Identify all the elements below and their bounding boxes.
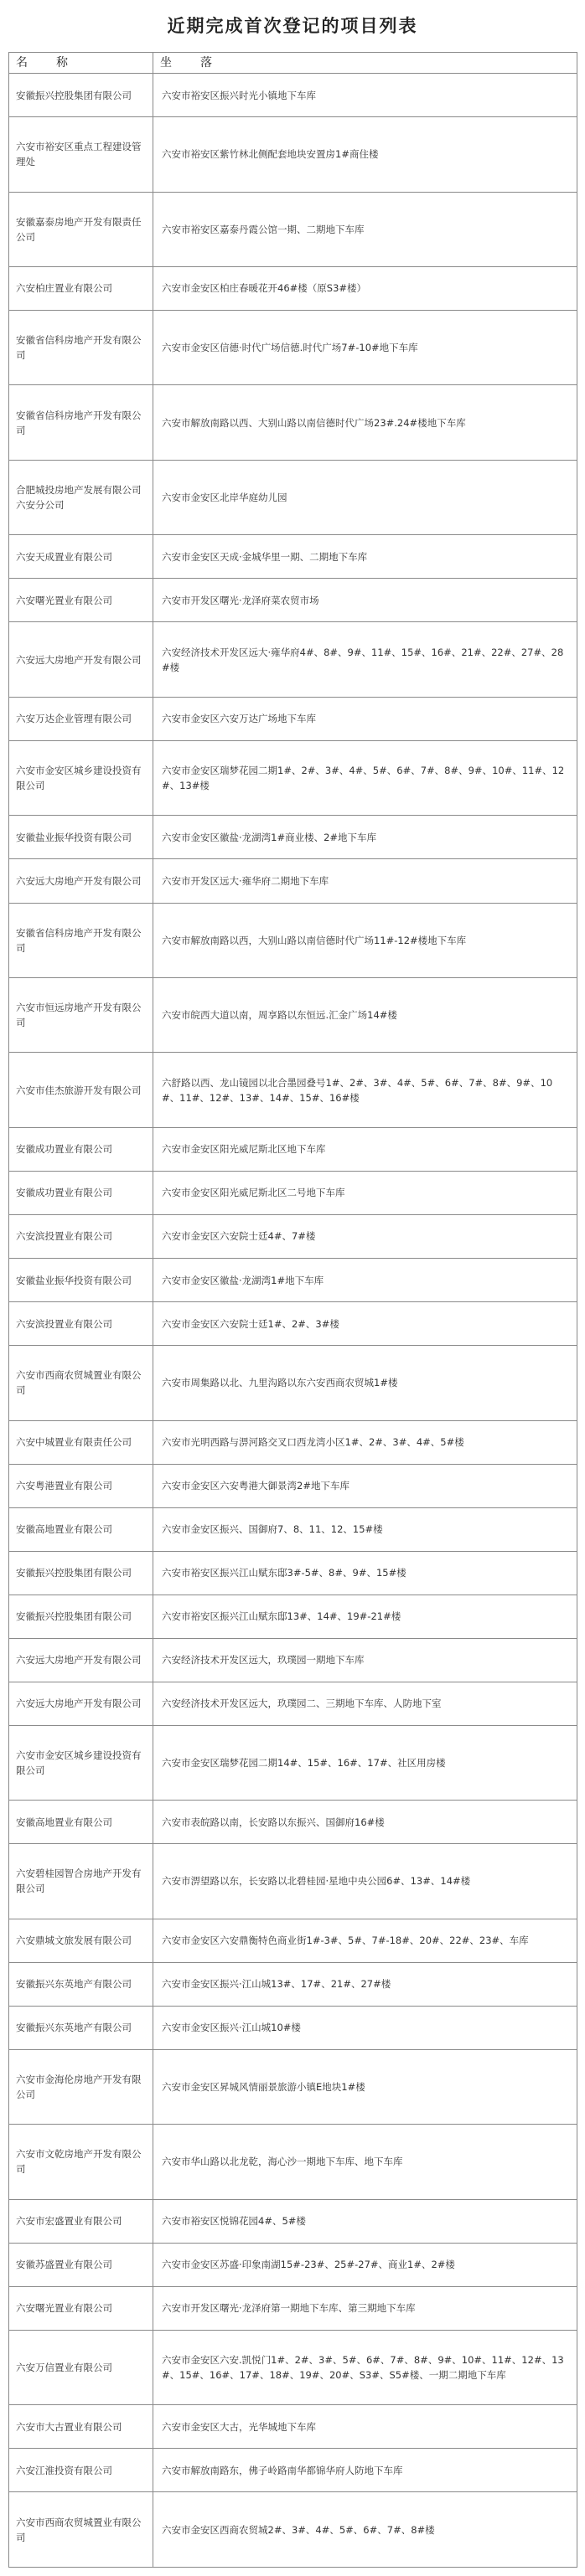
- location-cell: 六安市金安区六安.凯悦门1#、2#、3#、5#、6#、7#、8#、9#、10#、11#、12#、13#、15#、16#、17#、18#、19#、20#、S3#、S5#楼、一期二期地下车库: [153, 2330, 577, 2404]
- location-cell: 六安市皖西大道以南，周享路以东恒远.汇金广场14#楼: [153, 977, 577, 1052]
- company-name-cell: 安徽振兴控股集团有限公司: [9, 74, 153, 117]
- table-row: [9, 311, 577, 385]
- location-cell: 六安市裕安区嘉泰丹霞公馆一期、二期地下车库: [153, 192, 577, 266]
- company-name-cell: 六安粤港置业有限公司: [9, 1464, 153, 1507]
- location-cell: 六安市金安区振兴、国御府7、8、11、12、15#楼: [153, 1507, 577, 1551]
- table-body: [9, 74, 577, 2568]
- location-cell: 六安市裕安区振兴时光小镇地下车库: [153, 74, 577, 117]
- table-row: [9, 74, 577, 117]
- location-cell: 六安市金安区徽盐·龙湖湾1#商业楼、2#地下车库: [153, 816, 577, 859]
- company-name-cell: 六安远大房地产开发有限公司: [9, 1638, 153, 1682]
- table-row: [9, 2125, 577, 2199]
- table-row: [9, 622, 577, 697]
- table-row: [9, 903, 577, 977]
- table-row: [9, 2405, 577, 2449]
- location-cell: 六安市解放南路以西、大别山路以南信德时代广场23#.24#楼地下车库: [153, 385, 577, 460]
- location-cell: 六安市金安区六安粤港大御景湾2#地下车库: [153, 1464, 577, 1507]
- location-cell: 六安市金安区六安院士廷4#、7#楼: [153, 1214, 577, 1258]
- page-title: 近期完成首次登记的项目列表: [167, 15, 418, 36]
- location-cell: 六安市金安区西商农贸城2#、3#、4#、5#、6#、7#、8#楼: [153, 2492, 577, 2568]
- location-cell: 六安市光明西路与淠河路交叉口西龙湾小区1#、2#、3#、4#、5#楼: [153, 1420, 577, 1464]
- table-row: [9, 2243, 577, 2286]
- location-cell: 六安市金安区大古，光华城地下车库: [153, 2405, 577, 2449]
- table-row: [9, 1127, 577, 1171]
- table-row: [9, 740, 577, 815]
- company-name-cell: 六安天成置业有限公司: [9, 535, 153, 579]
- location-cell: 六安市华山路以北龙乾，海心沙一期地下车库、地下车库: [153, 2125, 577, 2199]
- registration-table: [8, 52, 577, 2568]
- company-name-cell: 安徽振兴东英地产有限公司: [9, 1962, 153, 2006]
- location-cell: 六安市解放南路东，佛子岭路南华都锦华府人防地下车库: [153, 2449, 577, 2492]
- location-cell: 六安市金安区苏盛·印象南湖15#-23#、25#-27#、商业1#、2#楼: [153, 2243, 577, 2286]
- table-row: [9, 192, 577, 266]
- table-row: [9, 2199, 577, 2243]
- company-name-cell: 六安市恒远房地产开发有限公司: [9, 977, 153, 1052]
- table-row: [9, 1682, 577, 1725]
- location-cell: 六安市金安区振兴·江山城10#楼: [153, 2006, 577, 2049]
- company-name-cell: 六安曙光置业有限公司: [9, 2286, 153, 2330]
- location-cell: 六安市金安区瑞梦花园二期14#、15#、16#、17#、社区用房楼: [153, 1725, 577, 1800]
- location-cell: 六安市金安区北岸华庭幼儿园: [153, 460, 577, 534]
- table-row: [9, 1551, 577, 1595]
- location-cell: 六安市表皖路以南，长安路以东振兴、国御府16#楼: [153, 1801, 577, 1844]
- location-cell: 六安市金安区天成·金城华里一期、二期地下车库: [153, 535, 577, 579]
- table-row: [9, 579, 577, 622]
- location-cell: 六安市淠望路以东，长安路以北碧桂园·星地中央公园6#、13#、14#楼: [153, 1844, 577, 1919]
- company-name-cell: 六安碧桂园智合房地产开发有限公司: [9, 1844, 153, 1919]
- company-name-cell: 安徽振兴东英地产有限公司: [9, 2006, 153, 2049]
- table-row: [9, 1214, 577, 1258]
- location-cell: 六安市开发区曙光·龙泽府第一期地下车库、第三期地下车库: [153, 2286, 577, 2330]
- location-cell: 六安市裕安区紫竹林北侧配套地块安置房1#商住楼: [153, 117, 577, 192]
- company-name-cell: 六安中城置业有限责任公司: [9, 1420, 153, 1464]
- table-row: [9, 1725, 577, 1800]
- company-name-cell: 合肥城投房地产发展有限公司六安分公司: [9, 460, 153, 534]
- location-cell: 六安市金安区六安院士廷1#、2#、3#楼: [153, 1302, 577, 1346]
- table-row: [9, 1346, 577, 1420]
- location-cell: 六舒路以西、龙山镜园以北合墨园叠号1#、2#、3#、4#、5#、6#、7#、8#、9#、10#、11#、12#、13#、14#、15#、16#楼: [153, 1053, 577, 1127]
- table-row: [9, 1801, 577, 1844]
- table-row: [9, 1420, 577, 1464]
- company-name-cell: 六安鼎城文旅发展有限公司: [9, 1919, 153, 1962]
- company-name-cell: 安徽省信科房地产开发有限公司: [9, 311, 153, 385]
- company-name-cell: 安徽高地置业有限公司: [9, 1507, 153, 1551]
- company-name-cell: 六安江淮投资有限公司: [9, 2449, 153, 2492]
- table-row: [9, 1259, 577, 1302]
- location-cell: 六安市周集路以北、九里沟路以东六安西商农贸城1#楼: [153, 1346, 577, 1420]
- company-name-cell: 六安远大房地产开发有限公司: [9, 622, 153, 697]
- location-cell: 六安市裕安区振兴江山赋东邸13#、14#、19#-21#楼: [153, 1595, 577, 1638]
- company-name-cell: 六安市文乾房地产开发有限公司: [9, 2125, 153, 2199]
- table-row: [9, 535, 577, 579]
- location-cell: 六安市金安区柏庄春暖花开46#楼（原S3#楼）: [153, 266, 577, 310]
- company-name-cell: 六安市西商农贸城置业有限公司: [9, 1346, 153, 1420]
- location-cell: 六安市金安区六安鼎衡特色商业街1#-3#、5#、7#-18#、20#、22#、23#、车库: [153, 1919, 577, 1962]
- company-name-cell: 六安万达企业管理有限公司: [9, 697, 153, 740]
- table-row: [9, 1464, 577, 1507]
- company-name-cell: 六安远大房地产开发有限公司: [9, 1682, 153, 1725]
- company-name-cell: 六安曙光置业有限公司: [9, 579, 153, 622]
- location-cell: 六安经济技术开发区远大·雍华府4#、8#、9#、11#、15#、16#、21#、22#、27#、28#楼: [153, 622, 577, 697]
- table-row: [9, 1302, 577, 1346]
- table-row: [9, 460, 577, 534]
- company-name-cell: 六安市大古置业有限公司: [9, 2405, 153, 2449]
- company-name-cell: 安徽高地置业有限公司: [9, 1801, 153, 1844]
- location-cell: 六安市解放南路以西，大别山路以南信德时代广场11#-12#楼地下车库: [153, 903, 577, 977]
- company-name-cell: 安徽成功置业有限公司: [9, 1171, 153, 1214]
- table-row: [9, 2286, 577, 2330]
- company-name-cell: 六安市宏盛置业有限公司: [9, 2199, 153, 2243]
- table-row: [9, 2330, 577, 2404]
- company-name-cell: 六安市金安区城乡建设投资有限公司: [9, 1725, 153, 1800]
- table-row: [9, 1962, 577, 2006]
- location-cell: 六安市金安区振兴·江山城13#、17#、21#、27#楼: [153, 1962, 577, 2006]
- table-row: [9, 2492, 577, 2568]
- location-cell: 六安经济技术开发区远大，玖璞园一期地下车库: [153, 1638, 577, 1682]
- location-cell: 六安市金安区昇城风情丽景旅游小镇E地块1#楼: [153, 2049, 577, 2124]
- column-header-name: 名 称: [9, 53, 153, 74]
- company-name-cell: 六安万信置业有限公司: [9, 2330, 153, 2404]
- location-cell: 六安市金安区阳光威尼斯北区地下车库: [153, 1127, 577, 1171]
- location-cell: 六安市金安区阳光威尼斯北区二号地下车库: [153, 1171, 577, 1214]
- company-name-cell: 六安滨投置业有限公司: [9, 1214, 153, 1258]
- table-row: [9, 1919, 577, 1962]
- company-name-cell: 安徽振兴控股集团有限公司: [9, 1595, 153, 1638]
- company-name-cell: 安徽成功置业有限公司: [9, 1127, 153, 1171]
- company-name-cell: 六安柏庄置业有限公司: [9, 266, 153, 310]
- company-name-cell: 六安远大房地产开发有限公司: [9, 859, 153, 903]
- company-name-cell: 六安滨投置业有限公司: [9, 1302, 153, 1346]
- table-row: [9, 2449, 577, 2492]
- location-cell: 六安市裕安区悦锦花园4#、5#楼: [153, 2199, 577, 2243]
- table-row: [9, 1171, 577, 1214]
- location-cell: 六安经济技术开发区远大，玖璞园二、三期地下车库、人防地下室: [153, 1682, 577, 1725]
- table-row: [9, 1595, 577, 1638]
- table-header-row: [9, 53, 577, 74]
- company-name-cell: 安徽省信科房地产开发有限公司: [9, 903, 153, 977]
- company-name-cell: 安徽盐业振华投资有限公司: [9, 816, 153, 859]
- company-name-cell: 六安市金海伦房地产开发有限公司: [9, 2049, 153, 2124]
- company-name-cell: 六安市金安区城乡建设投资有限公司: [9, 740, 153, 815]
- location-cell: 六安市开发区远大·雍华府二期地下车库: [153, 859, 577, 903]
- company-name-cell: 六安市西商农贸城置业有限公司: [9, 2492, 153, 2568]
- location-cell: 六安市开发区曙光·龙泽府菜农贸市场: [153, 579, 577, 622]
- company-name-cell: 安徽苏盛置业有限公司: [9, 2243, 153, 2286]
- table-row: [9, 1053, 577, 1127]
- table-row: [9, 266, 577, 310]
- company-name-cell: 安徽盐业振华投资有限公司: [9, 1259, 153, 1302]
- table-row: [9, 2006, 577, 2049]
- table-row: [9, 117, 577, 192]
- location-cell: 六安市裕安区振兴江山赋东邸3#-5#、8#、9#、15#楼: [153, 1551, 577, 1595]
- table-row: [9, 1844, 577, 1919]
- company-name-cell: 安徽嘉泰房地产开发有限责任公司: [9, 192, 153, 266]
- location-cell: 六安市金安区徽盐·龙湖湾1#地下车库: [153, 1259, 577, 1302]
- location-cell: 六安市金安区信德·时代广场信德.时代广场7#-10#地下车库: [153, 311, 577, 385]
- table-row: [9, 2049, 577, 2124]
- table-row: [9, 385, 577, 460]
- table-row: [9, 859, 577, 903]
- table-row: [9, 1507, 577, 1551]
- location-cell: 六安市金安区六安万达广场地下车库: [153, 697, 577, 740]
- table-row: [9, 977, 577, 1052]
- company-name-cell: 六安市佳杰旅游开发有限公司: [9, 1053, 153, 1127]
- company-name-cell: 六安市裕安区重点工程建设管理处: [9, 117, 153, 192]
- company-name-cell: 安徽省信科房地产开发有限公司: [9, 385, 153, 460]
- column-header-location: 坐 落: [153, 53, 577, 74]
- company-name-cell: 安徽振兴控股集团有限公司: [9, 1551, 153, 1595]
- table-row: [9, 816, 577, 859]
- table-row: [9, 697, 577, 740]
- location-cell: 六安市金安区瑞梦花园二期1#、2#、3#、4#、5#、6#、7#、8#、9#、10#、11#、12#、13#楼: [153, 740, 577, 815]
- table-row: [9, 1638, 577, 1682]
